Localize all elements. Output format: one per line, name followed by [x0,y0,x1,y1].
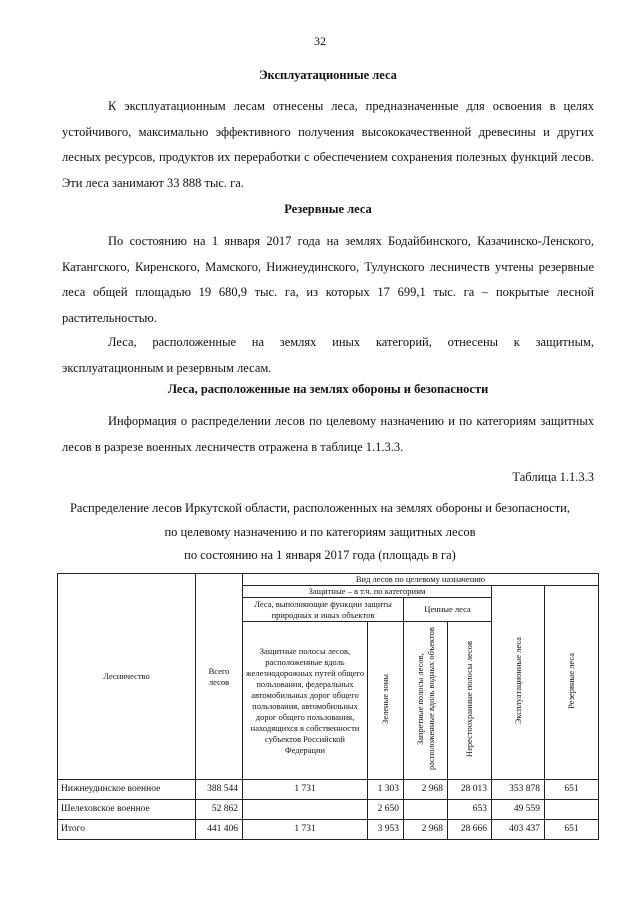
header-reserve-text: Резервные леса [566,653,577,709]
paragraph-other-categories: Леса, расположенные на землях иных категорий, отнесены к защитным, эксплуатационным и резервным лесам. [62,335,594,375]
paragraph-exploitation-forests: К эксплуатационным лесам отнесены леса, предназначенные для освоения в целях устойчивого, максимально эффективного получения высококачественной древесины и других лесных ресурсов, продуктов их переработки с обеспечением сохранения полезных функций лесов. Эти леса занимают 33 888 тыс. га. [62,99,594,190]
row-name: Нижнеудинское военное [58,780,196,800]
row-strips: 1 731 [243,820,368,840]
row-forbidden [404,800,448,820]
row-spawning: 653 [448,800,492,820]
header-forbidden [404,622,448,780]
row-strips [243,800,368,820]
table-row [58,780,599,800]
header-forbidden-text: Запретные полосы лесов, расположенные вдоль водных объектов [414,627,436,771]
header-valuable: Ценные леса [404,598,492,622]
table-row [58,800,599,820]
header-spawning-text: Нерестоохранные полосы лесов [464,640,474,758]
table-caption-line-3: по состоянию на 1 января 2017 года (площадь в га) [184,548,456,562]
row-exploitation: 49 559 [492,800,545,820]
row-total: 388 544 [196,780,243,800]
header-nature-protect: Леса, выполняющие функции защиты природных и иных объектов [243,598,404,622]
table-label: Таблица 1.1.3.3 [512,470,594,484]
header-green [368,622,404,780]
page-number: 32 [314,34,326,48]
row-forbidden: 2 968 [404,820,448,840]
row-reserve: 651 [545,820,599,840]
header-green-text: Зеленые зоны [380,673,390,725]
row-name: Шелеховское военное [58,800,196,820]
table-caption-line-2: по целевому назначению и по категориям защитных лесов [164,525,476,539]
row-total: 52 862 [196,800,243,820]
table-row [58,820,599,840]
row-total: 441 406 [196,820,243,840]
header-total: Всего лесов [196,574,243,780]
row-forbidden: 2 968 [404,780,448,800]
header-spawning [448,622,492,780]
heading-exploitation-forests: Эксплуатационные леса [259,68,397,82]
paragraph-reserve-forests: По состоянию на 1 января 2017 года на землях Бодайбинского, Казачинско-Ленского, Катангского, Киренского, Мамского, Нижнеудинского, Тулунского лесничеств учтены резервные леса общей площадью 19 680,9 тыс. га, из которых 17 699,1 тыс. га – покрытые лесной растительностью. [62,234,594,325]
table-caption-line-1: Распределение лесов Иркутской области, расположенных на землях обороны и безопасности, [69,501,570,515]
header-forestry: Лесничество [58,574,196,780]
row-green: 1 303 [368,780,404,800]
header-exploitation [492,586,545,780]
row-name: Итого [58,820,196,840]
header-exploitation-text: Эксплуатационные леса [512,637,523,725]
header-forest-kind: Вид лесов по целевому назначению [243,574,599,586]
paragraph-defense-forests: Информация о распределении лесов по целевому назначению и по категориям защитных лесов в разрезе военных лесничеств отражена в таблице 1.1.3.3. [62,414,594,454]
row-exploitation: 403 437 [492,820,545,840]
header-strips: Защитные полосы лесов, расположенные вдоль железнодорожных путей общего пользования, федеральных автомобильных дорог общего пользования, автомобильных дорог общего пользования, находящихся в собственности субъектов Российской Федерации [243,622,368,780]
row-green: 2 650 [368,800,404,820]
forest-distribution-table [57,573,599,840]
row-spawning: 28 666 [448,820,492,840]
header-reserve [545,586,599,780]
row-strips: 1 731 [243,780,368,800]
header-protective: Защитные – в т.ч. по категориям [243,586,492,598]
heading-reserve-forests: Резервные леса [284,202,372,216]
row-spawning: 28 013 [448,780,492,800]
row-exploitation: 353 878 [492,780,545,800]
row-green: 3 953 [368,820,404,840]
row-reserve [545,800,599,820]
heading-defense-forests: Леса, расположенные на землях обороны и безопасности [167,382,489,396]
row-reserve: 651 [545,780,599,800]
